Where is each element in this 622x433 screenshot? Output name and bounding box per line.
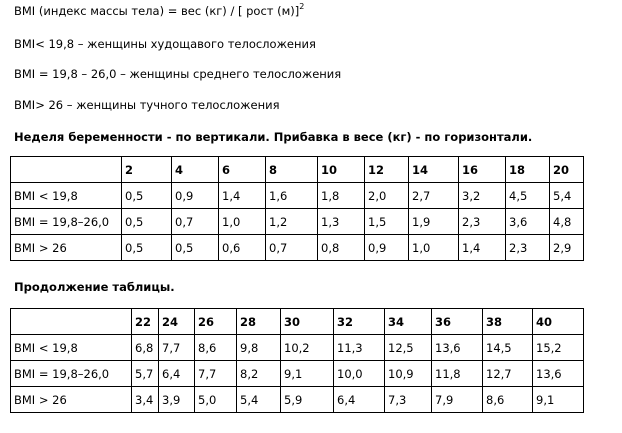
bmi-formula-text: BMI (индекс массы тела) = вес (кг) / [ рост (м)] bbox=[14, 4, 300, 18]
value-cell: 5,7 bbox=[132, 361, 159, 387]
header-cell: 32 bbox=[334, 309, 385, 335]
value-cell: 3,4 bbox=[132, 387, 159, 413]
value-cell: 0,8 bbox=[318, 235, 365, 261]
value-cell: 1,5 bbox=[365, 209, 409, 235]
table-row bbox=[11, 361, 584, 387]
value-cell: 1,4 bbox=[219, 183, 266, 209]
value-cell: 15,2 bbox=[533, 335, 584, 361]
value-cell: 2,7 bbox=[409, 183, 459, 209]
row-label-cell: BMI < 19,8 bbox=[11, 183, 122, 209]
header-cell bbox=[11, 309, 132, 335]
value-cell: 1,0 bbox=[409, 235, 459, 261]
value-cell: 0,7 bbox=[172, 209, 219, 235]
header-cell: 20 bbox=[550, 157, 584, 183]
bmi-normal-line: BMI = 19,8 – 26,0 – женщины среднего телосложения bbox=[14, 67, 342, 81]
value-cell: 1,2 bbox=[266, 209, 318, 235]
header-cell: 12 bbox=[365, 157, 409, 183]
row-label-cell: BMI > 26 bbox=[11, 235, 122, 261]
value-cell: 5,9 bbox=[281, 387, 334, 413]
table-row bbox=[11, 335, 584, 361]
row-label-cell: BMI = 19,8–26,0 bbox=[11, 209, 122, 235]
value-cell: 0,5 bbox=[172, 235, 219, 261]
value-cell: 6,4 bbox=[159, 361, 195, 387]
value-cell: 1,0 bbox=[219, 209, 266, 235]
bmi-formula bbox=[14, 4, 304, 18]
value-cell: 3,6 bbox=[506, 209, 550, 235]
value-cell: 0,6 bbox=[219, 235, 266, 261]
value-cell: 1,8 bbox=[318, 183, 365, 209]
header-cell bbox=[11, 157, 122, 183]
header-cell: 30 bbox=[281, 309, 334, 335]
header-cell: 22 bbox=[132, 309, 159, 335]
row-label-cell: BMI = 19,8–26,0 bbox=[11, 361, 132, 387]
value-cell: 11,3 bbox=[334, 335, 385, 361]
header-cell: 24 bbox=[159, 309, 195, 335]
header-cell: 14 bbox=[409, 157, 459, 183]
table-row bbox=[11, 387, 584, 413]
header-cell: 18 bbox=[506, 157, 550, 183]
value-cell: 1,6 bbox=[266, 183, 318, 209]
header-cell: 28 bbox=[237, 309, 281, 335]
value-cell: 4,5 bbox=[506, 183, 550, 209]
row-label-cell: BMI < 19,8 bbox=[11, 335, 132, 361]
header-cell: 38 bbox=[483, 309, 533, 335]
header-cell: 4 bbox=[172, 157, 219, 183]
table-header-row bbox=[11, 157, 584, 183]
table-row bbox=[11, 209, 584, 235]
value-cell: 2,3 bbox=[506, 235, 550, 261]
value-cell: 10,9 bbox=[385, 361, 432, 387]
header-cell: 26 bbox=[195, 309, 237, 335]
value-cell: 1,9 bbox=[409, 209, 459, 235]
value-cell: 8,6 bbox=[483, 387, 533, 413]
header-cell: 8 bbox=[266, 157, 318, 183]
header-cell: 16 bbox=[459, 157, 506, 183]
weight-gain-table-weeks-22-40 bbox=[10, 308, 584, 413]
value-cell: 9,1 bbox=[281, 361, 334, 387]
value-cell: 7,9 bbox=[432, 387, 483, 413]
header-cell: 36 bbox=[432, 309, 483, 335]
value-cell: 9,1 bbox=[533, 387, 584, 413]
value-cell: 0,5 bbox=[122, 209, 172, 235]
value-cell: 7,7 bbox=[159, 335, 195, 361]
row-label-cell: BMI > 26 bbox=[11, 387, 132, 413]
value-cell: 0,9 bbox=[172, 183, 219, 209]
weight-gain-table-weeks-2-20 bbox=[10, 156, 584, 261]
value-cell: 3,9 bbox=[159, 387, 195, 413]
value-cell: 3,2 bbox=[459, 183, 506, 209]
table-row bbox=[11, 183, 584, 209]
value-cell: 5,0 bbox=[195, 387, 237, 413]
bmi-formula-exponent: 2 bbox=[299, 2, 305, 11]
table-row bbox=[11, 235, 584, 261]
value-cell: 6,8 bbox=[132, 335, 159, 361]
value-cell: 12,5 bbox=[385, 335, 432, 361]
value-cell: 8,2 bbox=[237, 361, 281, 387]
table-heading: Неделя беременности - по вертикали. Прибавка в весе (кг) - по горизонтали. bbox=[14, 130, 533, 144]
header-cell: 34 bbox=[385, 309, 432, 335]
header-cell: 40 bbox=[533, 309, 584, 335]
value-cell: 1,4 bbox=[459, 235, 506, 261]
value-cell: 14,5 bbox=[483, 335, 533, 361]
continuation-label: Продолжение таблицы. bbox=[14, 280, 175, 294]
bmi-overweight-line: BMI> 26 – женщины тучного телосложения bbox=[14, 98, 280, 112]
header-cell: 10 bbox=[318, 157, 365, 183]
value-cell: 2,9 bbox=[550, 235, 584, 261]
value-cell: 0,5 bbox=[122, 183, 172, 209]
bmi-underweight-line: BMI< 19,8 – женщины худощавого телосложения bbox=[14, 37, 316, 51]
value-cell: 6,4 bbox=[334, 387, 385, 413]
value-cell: 0,5 bbox=[122, 235, 172, 261]
value-cell: 5,4 bbox=[237, 387, 281, 413]
value-cell: 12,7 bbox=[483, 361, 533, 387]
value-cell: 5,4 bbox=[550, 183, 584, 209]
value-cell: 9,8 bbox=[237, 335, 281, 361]
header-cell: 6 bbox=[219, 157, 266, 183]
value-cell: 0,7 bbox=[266, 235, 318, 261]
value-cell: 8,6 bbox=[195, 335, 237, 361]
value-cell: 10,0 bbox=[334, 361, 385, 387]
value-cell: 13,6 bbox=[432, 335, 483, 361]
table-header-row bbox=[11, 309, 584, 335]
value-cell: 2,0 bbox=[365, 183, 409, 209]
value-cell: 7,7 bbox=[195, 361, 237, 387]
value-cell: 10,2 bbox=[281, 335, 334, 361]
value-cell: 4,8 bbox=[550, 209, 584, 235]
value-cell: 2,3 bbox=[459, 209, 506, 235]
value-cell: 7,3 bbox=[385, 387, 432, 413]
value-cell: 0,9 bbox=[365, 235, 409, 261]
header-cell: 2 bbox=[122, 157, 172, 183]
value-cell: 1,3 bbox=[318, 209, 365, 235]
value-cell: 13,6 bbox=[533, 361, 584, 387]
value-cell: 11,8 bbox=[432, 361, 483, 387]
